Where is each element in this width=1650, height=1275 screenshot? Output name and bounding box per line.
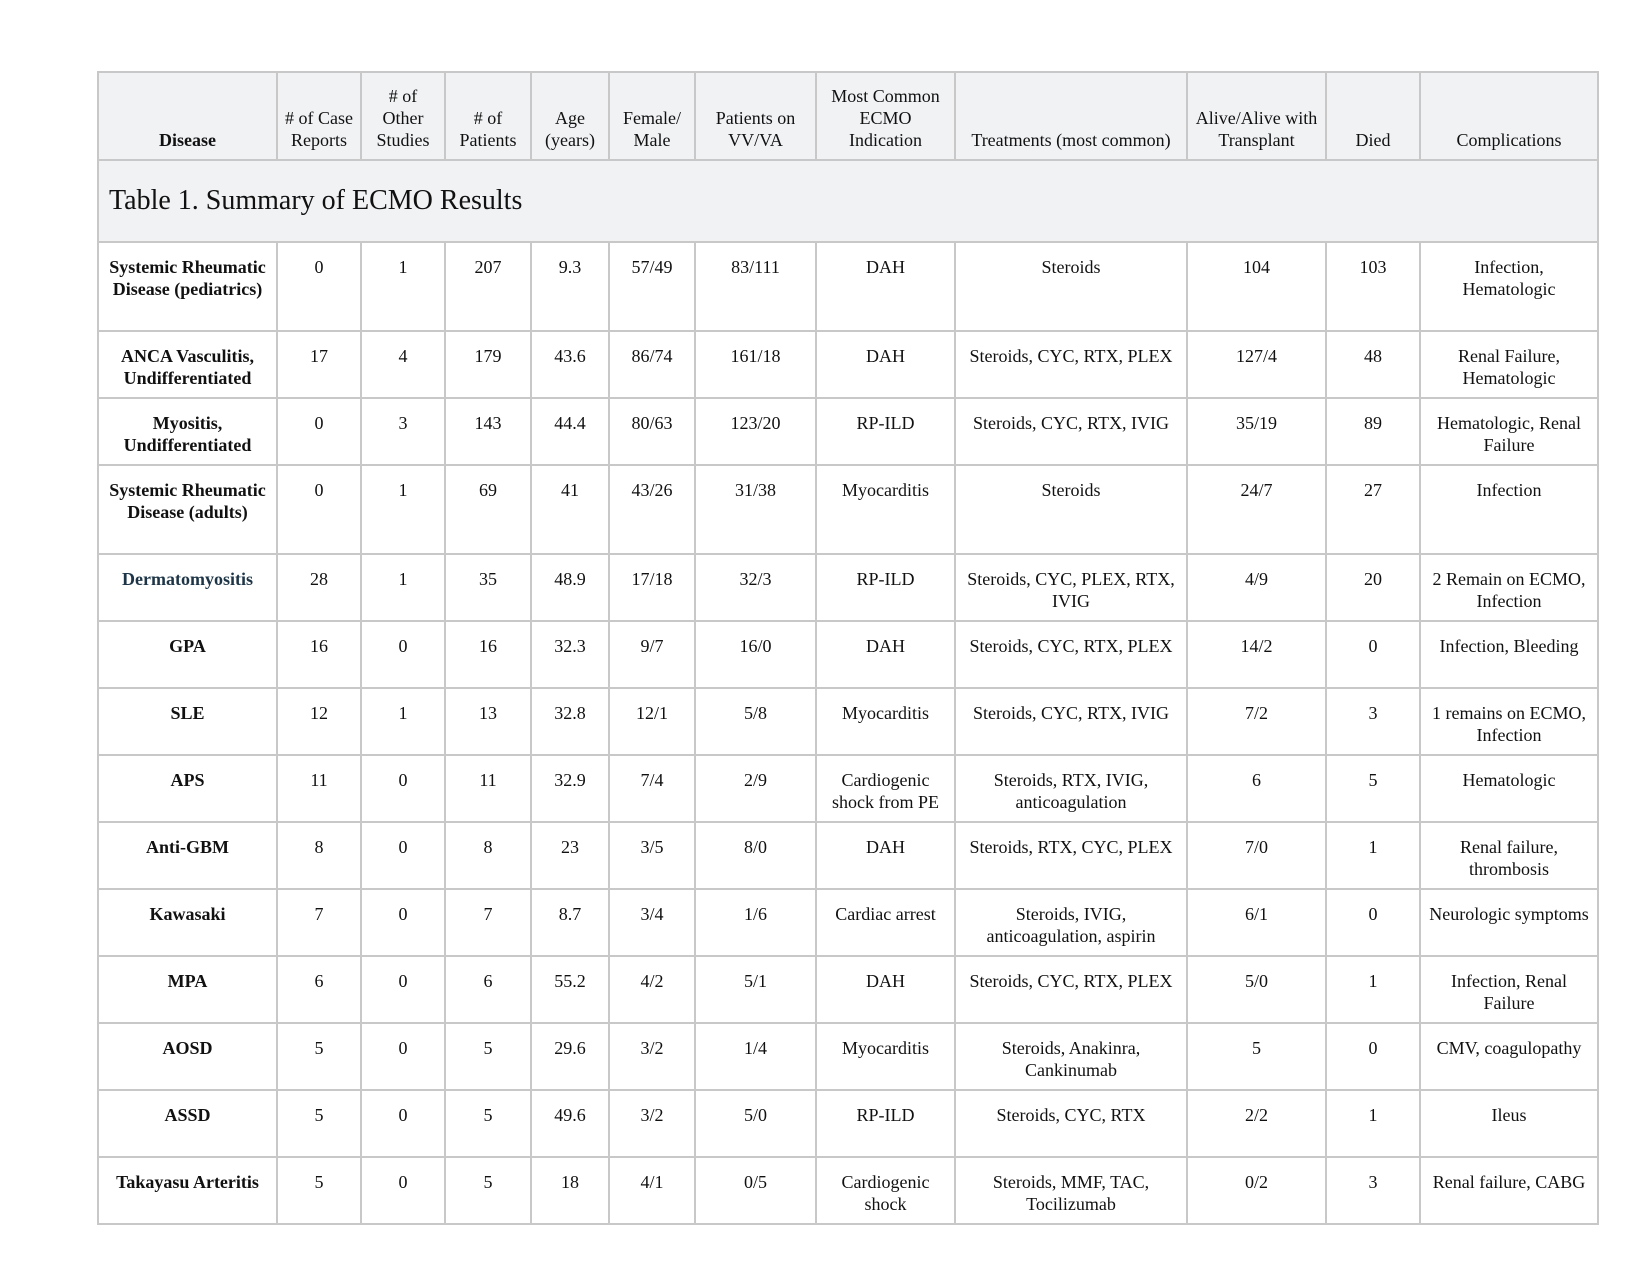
cell-patients: 69 xyxy=(445,465,531,554)
table-row xyxy=(98,1023,1598,1090)
cell-treatments: Steroids, CYC, PLEX, RTX, IVIG xyxy=(955,554,1187,621)
cell-patients: 13 xyxy=(445,688,531,755)
cell-other-studies: 0 xyxy=(361,621,445,688)
cell-female-male: 3/2 xyxy=(609,1090,695,1157)
cell-treatments: Steroids xyxy=(955,242,1187,331)
cell-indication: RP-ILD xyxy=(816,1090,955,1157)
cell-disease: AOSD xyxy=(98,1023,277,1090)
cell-patients: 16 xyxy=(445,621,531,688)
cell-vv-va: 2/9 xyxy=(695,755,816,822)
cell-alive: 7/2 xyxy=(1187,688,1326,755)
cell-alive: 5/0 xyxy=(1187,956,1326,1023)
cell-complications: Renal Failure, Hematologic xyxy=(1420,331,1598,398)
cell-disease: SLE xyxy=(98,688,277,755)
cell-alive: 4/9 xyxy=(1187,554,1326,621)
header-case-reports: # of Case Reports xyxy=(277,72,361,160)
table-row xyxy=(98,554,1598,621)
header-female-male: Female/ Male xyxy=(609,72,695,160)
cell-vv-va: 123/20 xyxy=(695,398,816,465)
cell-alive: 127/4 xyxy=(1187,331,1326,398)
cell-died: 3 xyxy=(1326,1157,1420,1224)
cell-female-male: 80/63 xyxy=(609,398,695,465)
cell-complications: CMV, coagulopathy xyxy=(1420,1023,1598,1090)
table-row xyxy=(98,822,1598,889)
cell-treatments: Steroids, CYC, RTX, IVIG xyxy=(955,398,1187,465)
header-alive: Alive/Alive with Transplant xyxy=(1187,72,1326,160)
cell-female-male: 9/7 xyxy=(609,621,695,688)
cell-case-reports: 5 xyxy=(277,1090,361,1157)
cell-complications: 1 remains on ECMO, Infection xyxy=(1420,688,1598,755)
header-indication: Most Common ECMO Indication xyxy=(816,72,955,160)
cell-case-reports: 7 xyxy=(277,889,361,956)
cell-indication: Myocarditis xyxy=(816,1023,955,1090)
table-caption: Table 1. Summary of ECMO Results xyxy=(98,160,1598,242)
cell-alive: 14/2 xyxy=(1187,621,1326,688)
cell-age: 43.6 xyxy=(531,331,609,398)
header-treatments: Treatments (most common) xyxy=(955,72,1187,160)
cell-age: 8.7 xyxy=(531,889,609,956)
cell-female-male: 57/49 xyxy=(609,242,695,331)
cell-complications: Neurologic symptoms xyxy=(1420,889,1598,956)
cell-female-male: 12/1 xyxy=(609,688,695,755)
cell-died: 48 xyxy=(1326,331,1420,398)
cell-disease: Takayasu Arteritis xyxy=(98,1157,277,1224)
cell-died: 0 xyxy=(1326,889,1420,956)
cell-case-reports: 12 xyxy=(277,688,361,755)
cell-vv-va: 0/5 xyxy=(695,1157,816,1224)
cell-age: 29.6 xyxy=(531,1023,609,1090)
cell-alive: 24/7 xyxy=(1187,465,1326,554)
cell-case-reports: 16 xyxy=(277,621,361,688)
cell-other-studies: 1 xyxy=(361,465,445,554)
cell-female-male: 17/18 xyxy=(609,554,695,621)
cell-patients: 5 xyxy=(445,1157,531,1224)
cell-complications: Infection, Renal Failure xyxy=(1420,956,1598,1023)
cell-disease: Anti-GBM xyxy=(98,822,277,889)
cell-indication: Myocarditis xyxy=(816,465,955,554)
cell-died: 1 xyxy=(1326,956,1420,1023)
cell-alive: 0/2 xyxy=(1187,1157,1326,1224)
table-row xyxy=(98,755,1598,822)
cell-indication: Cardiac arrest xyxy=(816,889,955,956)
cell-died: 0 xyxy=(1326,621,1420,688)
header-complications: Complications xyxy=(1420,72,1598,160)
cell-vv-va: 83/111 xyxy=(695,242,816,331)
header-vv-va: Patients on VV/VA xyxy=(695,72,816,160)
cell-vv-va: 32/3 xyxy=(695,554,816,621)
cell-female-male: 3/5 xyxy=(609,822,695,889)
ecmo-summary-table-container xyxy=(97,71,1597,1225)
cell-other-studies: 0 xyxy=(361,822,445,889)
cell-indication: DAH xyxy=(816,621,955,688)
cell-other-studies: 3 xyxy=(361,398,445,465)
cell-died: 89 xyxy=(1326,398,1420,465)
cell-female-male: 3/2 xyxy=(609,1023,695,1090)
header-age: Age (years) xyxy=(531,72,609,160)
cell-case-reports: 0 xyxy=(277,465,361,554)
cell-disease: GPA xyxy=(98,621,277,688)
cell-disease: APS xyxy=(98,755,277,822)
table-row xyxy=(98,621,1598,688)
table-row xyxy=(98,465,1598,554)
table-row xyxy=(98,331,1598,398)
cell-case-reports: 28 xyxy=(277,554,361,621)
cell-disease: Dermatomyositis xyxy=(98,554,277,621)
cell-age: 23 xyxy=(531,822,609,889)
cell-died: 20 xyxy=(1326,554,1420,621)
cell-case-reports: 0 xyxy=(277,398,361,465)
header-other-studies: # of Other Studies xyxy=(361,72,445,160)
cell-treatments: Steroids, IVIG, anticoagulation, aspirin xyxy=(955,889,1187,956)
table-body xyxy=(98,242,1598,1224)
cell-indication: DAH xyxy=(816,822,955,889)
cell-other-studies: 1 xyxy=(361,688,445,755)
cell-alive: 7/0 xyxy=(1187,822,1326,889)
cell-other-studies: 0 xyxy=(361,889,445,956)
cell-female-male: 3/4 xyxy=(609,889,695,956)
cell-died: 0 xyxy=(1326,1023,1420,1090)
cell-vv-va: 5/8 xyxy=(695,688,816,755)
table-row xyxy=(98,1090,1598,1157)
table-row xyxy=(98,889,1598,956)
cell-complications: Hematologic, Renal Failure xyxy=(1420,398,1598,465)
cell-age: 18 xyxy=(531,1157,609,1224)
cell-treatments: Steroids, CYC, RTX, PLEX xyxy=(955,331,1187,398)
cell-treatments: Steroids, CYC, RTX, IVIG xyxy=(955,688,1187,755)
cell-died: 103 xyxy=(1326,242,1420,331)
cell-age: 32.8 xyxy=(531,688,609,755)
cell-complications: Hematologic xyxy=(1420,755,1598,822)
cell-other-studies: 0 xyxy=(361,1090,445,1157)
cell-treatments: Steroids xyxy=(955,465,1187,554)
cell-disease: MPA xyxy=(98,956,277,1023)
cell-female-male: 4/1 xyxy=(609,1157,695,1224)
cell-died: 1 xyxy=(1326,822,1420,889)
cell-age: 9.3 xyxy=(531,242,609,331)
cell-died: 1 xyxy=(1326,1090,1420,1157)
cell-disease: Myositis, Undifferentiated xyxy=(98,398,277,465)
cell-vv-va: 161/18 xyxy=(695,331,816,398)
cell-alive: 2/2 xyxy=(1187,1090,1326,1157)
cell-female-male: 86/74 xyxy=(609,331,695,398)
header-row xyxy=(98,72,1598,160)
cell-female-male: 43/26 xyxy=(609,465,695,554)
cell-age: 41 xyxy=(531,465,609,554)
table-row xyxy=(98,956,1598,1023)
cell-case-reports: 6 xyxy=(277,956,361,1023)
cell-age: 32.3 xyxy=(531,621,609,688)
header-died: Died xyxy=(1326,72,1420,160)
table-row xyxy=(98,1157,1598,1224)
ecmo-summary-table xyxy=(97,71,1599,1225)
cell-patients: 207 xyxy=(445,242,531,331)
cell-patients: 143 xyxy=(445,398,531,465)
header-disease: Disease xyxy=(98,72,277,160)
cell-treatments: Steroids, Anakinra, Cankinumab xyxy=(955,1023,1187,1090)
cell-age: 44.4 xyxy=(531,398,609,465)
cell-vv-va: 8/0 xyxy=(695,822,816,889)
cell-vv-va: 1/6 xyxy=(695,889,816,956)
cell-other-studies: 1 xyxy=(361,554,445,621)
cell-died: 5 xyxy=(1326,755,1420,822)
cell-indication: RP-ILD xyxy=(816,554,955,621)
header-patients: # of Patients xyxy=(445,72,531,160)
cell-female-male: 4/2 xyxy=(609,956,695,1023)
cell-case-reports: 5 xyxy=(277,1157,361,1224)
cell-alive: 104 xyxy=(1187,242,1326,331)
cell-indication: Cardiogenic shock xyxy=(816,1157,955,1224)
cell-complications: Infection, Hematologic xyxy=(1420,242,1598,331)
cell-treatments: Steroids, CYC, RTX xyxy=(955,1090,1187,1157)
cell-indication: Myocarditis xyxy=(816,688,955,755)
cell-other-studies: 0 xyxy=(361,956,445,1023)
cell-indication: DAH xyxy=(816,242,955,331)
cell-treatments: Steroids, RTX, CYC, PLEX xyxy=(955,822,1187,889)
cell-age: 32.9 xyxy=(531,755,609,822)
cell-case-reports: 11 xyxy=(277,755,361,822)
cell-other-studies: 0 xyxy=(361,755,445,822)
cell-patients: 35 xyxy=(445,554,531,621)
cell-indication: DAH xyxy=(816,331,955,398)
cell-other-studies: 4 xyxy=(361,331,445,398)
cell-alive: 6 xyxy=(1187,755,1326,822)
cell-disease: Kawasaki xyxy=(98,889,277,956)
cell-treatments: Steroids, MMF, TAC, Tocilizumab xyxy=(955,1157,1187,1224)
table-row xyxy=(98,398,1598,465)
cell-age: 55.2 xyxy=(531,956,609,1023)
cell-died: 3 xyxy=(1326,688,1420,755)
cell-complications: Renal failure, thrombosis xyxy=(1420,822,1598,889)
cell-treatments: Steroids, RTX, IVIG, anticoagulation xyxy=(955,755,1187,822)
cell-vv-va: 1/4 xyxy=(695,1023,816,1090)
cell-patients: 7 xyxy=(445,889,531,956)
cell-patients: 5 xyxy=(445,1090,531,1157)
cell-treatments: Steroids, CYC, RTX, PLEX xyxy=(955,956,1187,1023)
cell-case-reports: 17 xyxy=(277,331,361,398)
cell-indication: Cardiogenic shock from PE xyxy=(816,755,955,822)
cell-complications: Renal failure, CABG xyxy=(1420,1157,1598,1224)
cell-disease: ASSD xyxy=(98,1090,277,1157)
cell-complications: Infection xyxy=(1420,465,1598,554)
cell-indication: RP-ILD xyxy=(816,398,955,465)
cell-age: 49.6 xyxy=(531,1090,609,1157)
cell-patients: 179 xyxy=(445,331,531,398)
cell-indication: DAH xyxy=(816,956,955,1023)
cell-case-reports: 8 xyxy=(277,822,361,889)
cell-vv-va: 5/1 xyxy=(695,956,816,1023)
cell-alive: 6/1 xyxy=(1187,889,1326,956)
cell-alive: 35/19 xyxy=(1187,398,1326,465)
cell-vv-va: 31/38 xyxy=(695,465,816,554)
cell-age: 48.9 xyxy=(531,554,609,621)
cell-disease: ANCA Vasculitis, Undifferentiated xyxy=(98,331,277,398)
cell-patients: 6 xyxy=(445,956,531,1023)
cell-case-reports: 0 xyxy=(277,242,361,331)
cell-patients: 11 xyxy=(445,755,531,822)
cell-disease: Systemic Rheumatic Disease (pediatrics) xyxy=(98,242,277,331)
table-row xyxy=(98,688,1598,755)
cell-vv-va: 16/0 xyxy=(695,621,816,688)
cell-other-studies: 1 xyxy=(361,242,445,331)
cell-died: 27 xyxy=(1326,465,1420,554)
cell-alive: 5 xyxy=(1187,1023,1326,1090)
cell-case-reports: 5 xyxy=(277,1023,361,1090)
cell-other-studies: 0 xyxy=(361,1157,445,1224)
cell-patients: 5 xyxy=(445,1023,531,1090)
cell-disease: Systemic Rheumatic Disease (adults) xyxy=(98,465,277,554)
cell-patients: 8 xyxy=(445,822,531,889)
table-row xyxy=(98,242,1598,331)
cell-treatments: Steroids, CYC, RTX, PLEX xyxy=(955,621,1187,688)
cell-complications: Ileus xyxy=(1420,1090,1598,1157)
cell-female-male: 7/4 xyxy=(609,755,695,822)
cell-complications: Infection, Bleeding xyxy=(1420,621,1598,688)
cell-vv-va: 5/0 xyxy=(695,1090,816,1157)
cell-other-studies: 0 xyxy=(361,1023,445,1090)
cell-complications: 2 Remain on ECMO, Infection xyxy=(1420,554,1598,621)
